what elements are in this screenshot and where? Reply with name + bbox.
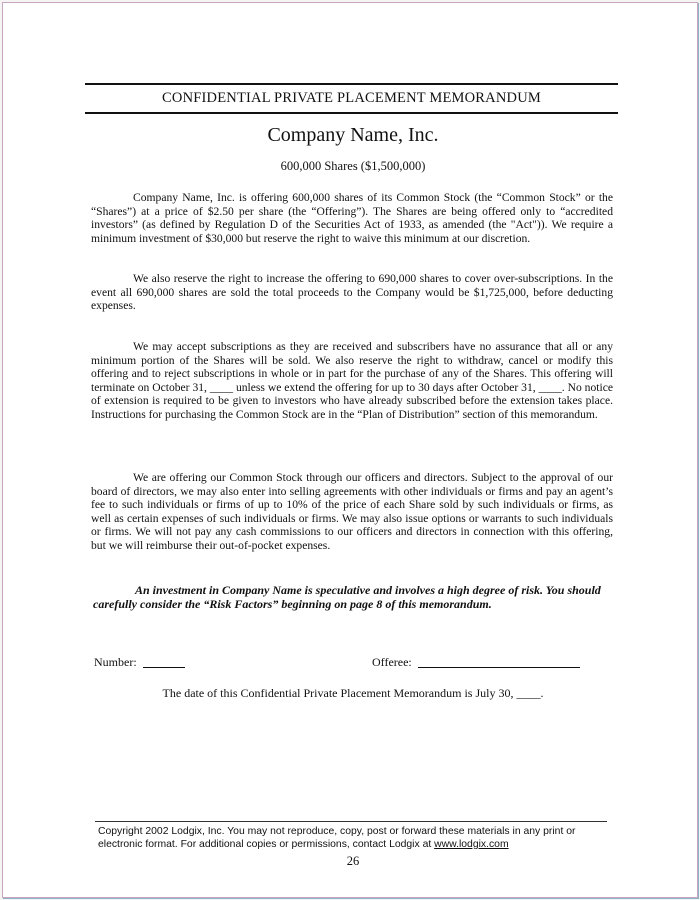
paragraph-oversubscription: We also reserve the right to increase the offering to 690,000 shares to cover over-subscriptions. In the event all 690,000 shares are sold the total proceeds to the Company would be $1,725,000, before deducting expenses.	[91, 272, 613, 313]
risk-statement: An investment in Company Name is speculative and involves a high degree of risk. You should carefully consider the “Risk Factors” beginning on page 8 of this memorandum.	[93, 583, 601, 611]
number-field	[94, 655, 185, 670]
copyright-notice	[98, 826, 618, 851]
number-blank[interactable]	[143, 655, 185, 668]
paragraph-selling-agents: We are offering our Common Stock through our officers and directors. Subject to the approval of our board of directors, we may also enter into selling agreements with other individuals or firms and pay an agent’s fee to such individuals or firms of up to 10% of the price of each Share sold by such individuals or firms, as well as certain expenses of such individuals or firms. We may also issue options or warrants to such individuals or firms. We will not pay any cash commissions to our officers and directors in connection with this offering, but we will reimburse their out-of-pocket expenses.	[91, 471, 613, 552]
company-name: Company Name, Inc.	[267, 124, 439, 146]
footer-divider	[95, 821, 607, 822]
copyright-text: Copyright 2002 Lodgix, Inc. You may not reproduce, copy, post or forward these materials in any print or electronic format. For additional copies or permissions, contact Lodgix at	[98, 826, 576, 850]
offeree-field	[372, 655, 580, 670]
offeree-blank[interactable]	[418, 655, 580, 668]
memorandum-header: CONFIDENTIAL PRIVATE PLACEMENT MEMORANDUM	[85, 83, 618, 114]
document-page	[2, 2, 698, 898]
offering-summary: 600,000 Shares ($1,500,000)	[280, 159, 426, 173]
number-label: Number:	[94, 655, 137, 669]
date-statement: The date of this Confidential Private Placement Memorandum is July 30, ____.	[162, 686, 544, 700]
paragraph-subscriptions: We may accept subscriptions as they are received and subscribers have no assurance that all or any minimum portion of the Shares will be sold. We also reserve the right to withdraw, cancel or modify this offering and to reject subscriptions in whole or in part for the purchase of any of the Shares. This offering will terminate on October 31, ____ unless we extend the offering for up to 30 days after October 31, ____. No notice of extension is required to be given to investors who have already subscribed before the extension takes place. Instructions for purchasing the Common Stock are in the “Plan of Distribution” section of this memorandum.	[91, 340, 613, 421]
page-number: 26	[346, 854, 360, 868]
offeree-label: Offeree:	[372, 655, 412, 669]
lodgix-link[interactable]: www.lodgix.com	[434, 838, 509, 850]
paragraph-offering: Company Name, Inc. is offering 600,000 shares of its Common Stock (the “Common Stock” or the “Shares”) at a price of $2.50 per share (the “Offering”). The Shares are being offered only to “accredited investors” (as defined by Regulation D of the Securities Act of 1933, as amended (the "Act")). We require a minimum investment of $30,000 but reserve the right to waive this minimum at our discretion.	[91, 191, 613, 245]
